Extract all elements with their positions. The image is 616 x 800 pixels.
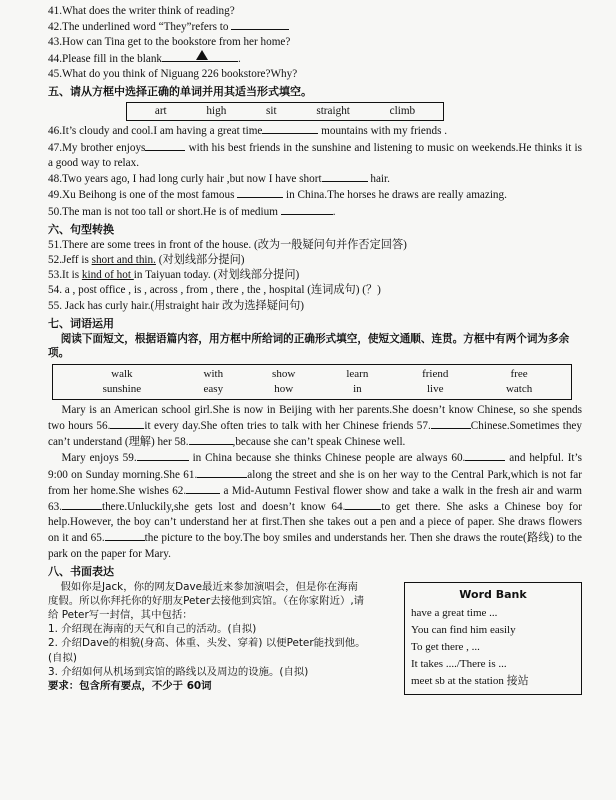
question-45: 45.What do you think of Niguang 226 bookstore?Why?	[48, 67, 298, 80]
word-box-item: art	[154, 105, 167, 118]
writing-point-2: 2. 介绍Dave的相貌(身高、体重、头发、穿着) 以便Peter能找到他。(自拟)	[48, 637, 366, 664]
word-box-7	[52, 364, 572, 400]
word-box-item: sit	[266, 105, 277, 118]
answer-blank	[262, 123, 318, 134]
answer-blank	[231, 19, 289, 30]
answer-blank	[137, 450, 189, 461]
word-bank-item: You can find him easily	[411, 623, 516, 636]
section-7-instructions: 阅读下面短文，根据语篇内容，用方框中所给词的正确形式填空，使短文通顺、连贯。方框中有两个词为多余项。	[48, 332, 570, 360]
writing-point-3: 3. 介绍如何从机场到宾馆的路线以及周边的设施。(自拟)	[48, 665, 309, 678]
question-42: 42.The underlined word “They”refers to	[48, 19, 582, 35]
word-box-item: sunshine	[102, 382, 142, 395]
word-box-item: how	[274, 382, 294, 395]
questions-41-45	[48, 4, 582, 82]
answer-blank	[197, 467, 247, 478]
word-box-item: easy	[203, 382, 224, 395]
answer-blank	[105, 530, 145, 541]
word-bank-item: have a great time ...	[411, 606, 498, 619]
word-box-table	[63, 367, 561, 397]
section-5-title: 五、请从方框中选择正确的单词并用其适当形式填空。	[48, 85, 312, 99]
word-bank	[404, 582, 582, 695]
question-53: 53.It is kind of hot in Taiyuan today. (对划线部分提问)	[48, 269, 300, 282]
underlined-phrase: short and thin.	[91, 253, 156, 266]
word-box-item: watch	[505, 382, 533, 395]
writing-task	[48, 580, 582, 693]
word-box-5	[126, 102, 444, 121]
answer-blank	[237, 187, 283, 198]
triangle-icon	[196, 50, 208, 60]
underlined-phrase: kind of hot	[81, 269, 134, 282]
word-box-item: straight	[316, 105, 350, 118]
passage-paragraph-2: Mary enjoys 59. in China because she thinks Chinese people are always 60. and helpful. It’s 9:00 on Sunday morning.She 61. along the street and she is on her way to the Central Park,which is not far from her home.She wishes 62. a Mid-Autumn Festival flower show and take a walk in the fresh air and warm 63. there.Unluckily,she gets lost and doesn’t know 64. to get there. She asks a Chinese boy for help.However, the boy can’t understand her at first.Then she takes out a pen and a piece of paper. She draws flowers on it and 65. the picture to the boy.The boy smiles and understands her. Then she draws the route(路线) to the park on the paper for Mary.	[48, 452, 583, 560]
question-43: 43.How can Tina get to the bookstore from her home?	[48, 36, 291, 49]
answer-blank	[431, 418, 471, 429]
answer-blank	[162, 51, 238, 62]
word-box-item: walk	[111, 367, 133, 380]
word-box-item: learn	[346, 367, 369, 380]
word-bank-item: To get there , ...	[411, 641, 480, 653]
word-box-item: friend	[422, 367, 449, 380]
word-box-item: high	[206, 105, 227, 118]
answer-blank	[322, 171, 368, 182]
question-52: 52.Jeff is short and thin. (对划线部分提问)	[48, 253, 245, 266]
answer-blank	[281, 204, 333, 215]
passage-paragraph-1: Mary is an American school girl.She is now in Beijing with her parents.She doesn’t know Chinese, so she spends two hours 56. it every day.She often tries to talk with her Chinese friends 57. Chinese.Sometimes they can’t understand (理解) her 58. ,because she can’t speak Chinese well.	[48, 403, 582, 449]
word-box-item: climb	[389, 105, 416, 118]
word-row	[63, 382, 561, 397]
answer-blank	[145, 140, 185, 151]
question-54: 54. a , post office , is , across , from , there , the , hospital (连词成句) (？)	[48, 284, 381, 297]
answer-blank	[62, 499, 102, 510]
writing-prompt-intro: 假如你是Jack，你的网友Dave最近来参加演唱会，但是你在海南度假。所以你拜托你的好朋友Peter去接他到宾馆。（在你家附近）,请给 Peter写一封信，其中包括：	[48, 580, 365, 622]
word-bank-title: Word Bank	[459, 587, 527, 601]
word-box-item: with	[203, 367, 224, 380]
section-6-title: 六、句型转换	[48, 222, 114, 236]
answer-blank	[186, 483, 220, 494]
question-46: 46.It’s cloudy and cool.I am having a great time mountains with my friends .	[48, 125, 448, 138]
question-44: 44.Please fill in the blank .	[48, 51, 582, 67]
word-box-item: free	[510, 367, 528, 380]
question-47: 47.My brother enjoys with his best friends in the sunshine and listening to music on weekends.He thinks it is a good way to relax.	[48, 141, 583, 169]
answer-blank	[189, 434, 233, 445]
answer-blank	[345, 499, 381, 510]
question-49: 49.Xu Beihong is one of the most famous in China.The horses he draws are really amazing.	[48, 189, 507, 202]
writing-requirement: 要求：包含所有要点，不少于 60词	[48, 679, 212, 692]
word-box-item: in	[353, 382, 362, 395]
word-bank-item: meet sb at the station 接站	[411, 675, 529, 688]
word-bank-item: It takes ..../There is ...	[411, 658, 507, 671]
question-41: 41.What does the writer think of reading?	[48, 5, 235, 17]
word-box-item: show	[272, 367, 296, 380]
question-48: 48.Two years ago, I had long curly hair ,but now I have short hair.	[48, 173, 390, 186]
word-row	[63, 367, 561, 382]
section-7-title: 七、词语运用	[48, 316, 114, 330]
section-8-title: 八、书面表达	[48, 564, 114, 578]
word-box-item: live	[426, 382, 444, 395]
question-51: 51.There are some trees in front of the house. (改为一般疑问句并作否定回答)	[48, 238, 407, 251]
writing-prompt	[48, 580, 368, 693]
answer-blank	[465, 450, 505, 461]
question-55: 55. Jack has curly hair.(用straight hair 改为选择疑问句)	[48, 299, 305, 312]
answer-blank	[110, 418, 144, 429]
writing-point-1: 1. 介绍现在海南的天气和自己的活动。(自拟)	[48, 623, 257, 636]
question-50: 50.The man is not too tall or short.He is of medium .	[48, 205, 336, 218]
